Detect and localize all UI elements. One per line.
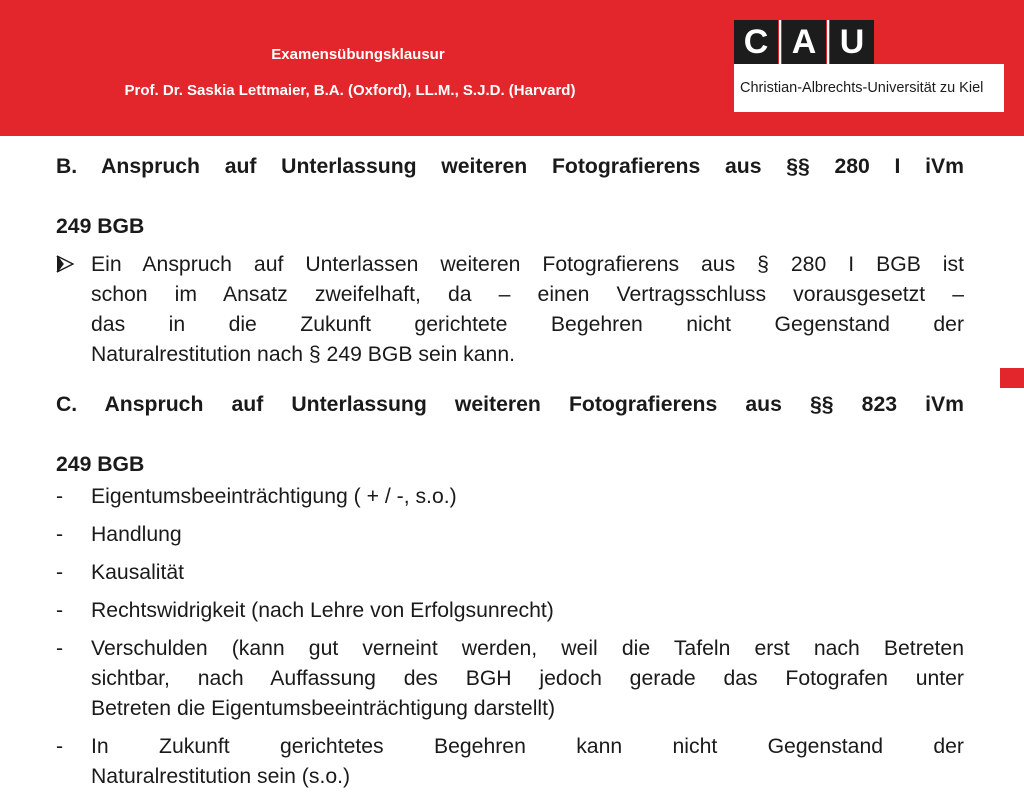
text-line: sichtbar, nach Auffassung des BGH jedoch gerade das Fotografen unter [91, 667, 964, 690]
heading-line: B. Anspruch auf Unterlassung weiteren Fotografierens aus §§ 280 I iVm [56, 155, 964, 178]
list-item [56, 596, 964, 626]
section-c-heading [56, 390, 964, 480]
text-line: In Zukunft gerichtetes Begehren kann nicht Gegenstand der [91, 735, 964, 758]
arrow-bullet-icon [56, 250, 74, 280]
section-b-heading [56, 152, 964, 242]
heading-line: C. Anspruch auf Unterlassung weiteren Fotografierens aus §§ 823 iVm [56, 393, 964, 416]
slide-content [56, 152, 964, 792]
text-line: Handlung [91, 523, 182, 546]
text-line: Naturalrestitution sein (s.o.) [91, 765, 351, 788]
logo-letters [734, 20, 875, 64]
dash-bullet: - [56, 523, 64, 546]
dash-bullet: - [56, 599, 64, 622]
text-line: Naturalrestitution nach § 249 BGB sein kann. [91, 343, 515, 366]
text-line: Kausalität [91, 561, 185, 584]
dash-bullet: - [56, 485, 64, 508]
logo-divider [827, 20, 829, 64]
dash-bullet: - [56, 735, 64, 758]
dash-bullet: - [56, 637, 64, 660]
text-line: Verschulden (kann gut verneint werden, weil die Tafeln erst nach Betreten [91, 637, 964, 660]
logo-divider [779, 20, 781, 64]
header-banner [0, 0, 1024, 136]
list-item [56, 558, 964, 588]
list-item [56, 634, 964, 724]
university-name: Christian-Albrechts-Universität zu Kiel [734, 64, 1004, 112]
heading-line: 249 BGB [56, 215, 145, 238]
university-logo [734, 20, 1004, 112]
text-line: Eigentumsbeeinträchtigung ( + / -, s.o.) [91, 485, 457, 508]
logo-letter-u: U [830, 20, 874, 64]
text-line: das in die Zukunft gerichtete Begehren nicht Gegenstand der [91, 313, 964, 336]
heading-line: 249 BGB [56, 453, 145, 476]
list-item [56, 482, 964, 512]
spacer [56, 370, 964, 390]
header-title: Examensübungsklausur [271, 46, 445, 63]
logo-letter-a: A [782, 20, 826, 64]
text-line: schon im Ansatz zweifelhaft, da – einen Vertragsschluss vorausgesetzt – [91, 283, 964, 306]
list-item [56, 250, 964, 370]
dash-bullet: - [56, 561, 64, 584]
text-line: Rechtswidrigkeit (nach Lehre von Erfolgsunrecht) [91, 599, 554, 622]
list-item [56, 732, 964, 792]
header-subtitle: Prof. Dr. Saskia Lettmaier, B.A. (Oxford), LL.M., S.J.D. (Harvard) [124, 82, 576, 99]
list-item [56, 520, 964, 550]
logo-letter-c: C [734, 20, 778, 64]
side-marker [1000, 368, 1024, 388]
text-line: Ein Anspruch auf Unterlassen weiteren Fotografierens aus § 280 I BGB ist [91, 253, 964, 276]
text-line: Betreten die Eigentumsbeeinträchtigung darstellt) [91, 697, 556, 720]
